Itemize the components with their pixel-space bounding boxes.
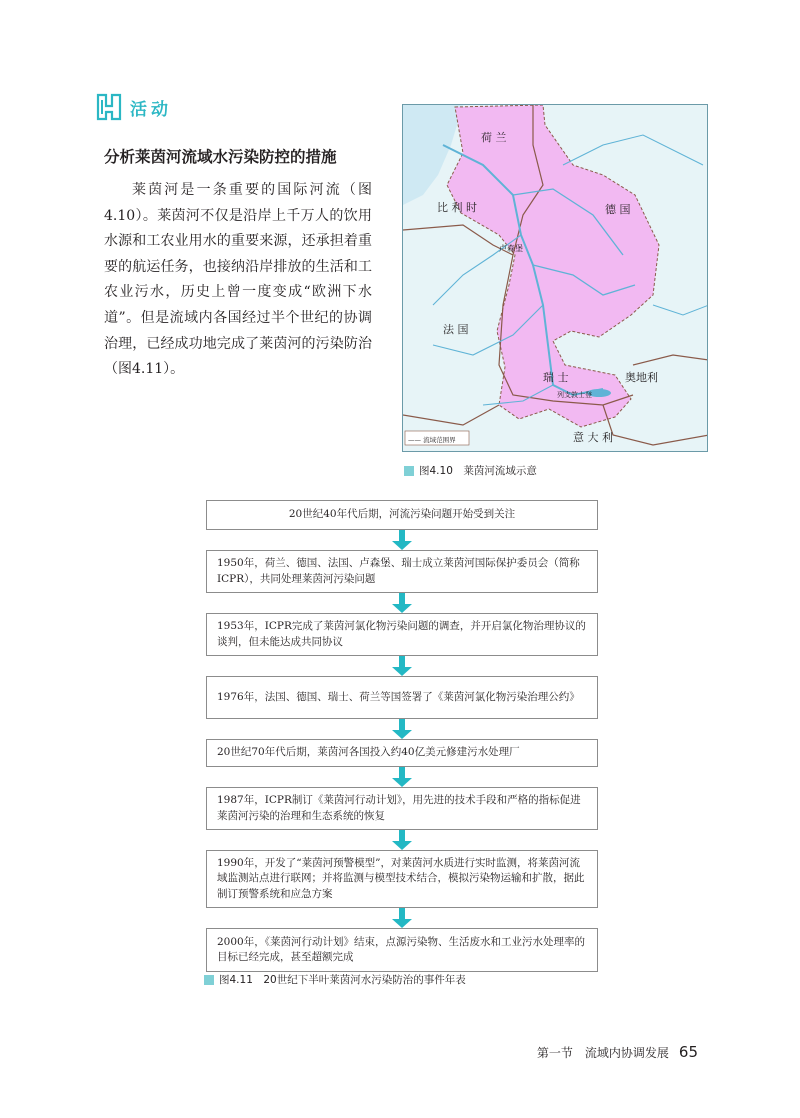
timeline-item: 1953年，ICPR完成了莱茵河氯化物污染问题的调查，并开启氯化物治理协议的谈判，但未能达成共同协议 [206, 613, 598, 656]
label-austria: 奥地利 [625, 371, 658, 384]
map-caption [404, 463, 537, 478]
timeline-item: 1987年，ICPR制订《莱茵河行动计划》，用先进的技术手段和严格的指标促进莱茵河污染的治理和生态系统的恢复 [206, 787, 598, 830]
label-germany: 德 国 [605, 203, 631, 216]
label-netherlands: 荷 兰 [481, 131, 507, 144]
down-arrow-icon [206, 593, 598, 613]
caption-swatch [404, 466, 414, 476]
label-italy: 意 大 利 [573, 431, 613, 444]
map-caption-text: 图4.10 莱茵河流域示意 [419, 465, 537, 477]
map-legend: —— 流域范围界 [408, 436, 456, 444]
timeline-item: 20世纪40年代后期，河流污染问题开始受到关注 [206, 500, 598, 530]
page-number: 65 [678, 1043, 698, 1061]
timeline-item: 1990年，开发了“莱茵河预警模型”，对莱茵河水质进行实时监测，将莱茵河流域监测站点进行联网；并将监测与模型技术结合，模拟污染物运输和扩散，据此制订预警系统和应急方案 [206, 850, 598, 908]
down-arrow-icon [206, 656, 598, 676]
section-title: 分析莱茵河流域水污染防控的措施 [104, 148, 337, 166]
timeline-item: 20世纪70年代后期，莱茵河各国投入约40亿美元修建污水处理厂 [206, 739, 598, 767]
label-belgium: 比 利 时 [437, 201, 477, 214]
down-arrow-icon [206, 530, 598, 550]
timeline-caption-text: 图4.11 20世纪下半叶莱茵河水污染防治的事件年表 [219, 974, 466, 986]
down-arrow-icon [206, 908, 598, 928]
down-arrow-icon [206, 719, 598, 739]
rhine-basin-map [402, 104, 708, 452]
label-france: 法 国 [443, 323, 469, 336]
label-liechtenstein: 列支敦士登 [557, 391, 592, 399]
footer-section: 第一节 流域内协调发展 [536, 1046, 669, 1060]
activity-icon [94, 92, 124, 122]
activity-title: 活动 [130, 99, 172, 120]
page-footer [537, 1043, 698, 1061]
timeline-item: 2000年，《莱茵河行动计划》结束，点源污染物、生活废水和工业污水处理率的目标已经完成，甚至超额完成 [206, 928, 598, 972]
label-switzerland: 瑞 士 [543, 371, 569, 384]
timeline [206, 500, 598, 972]
down-arrow-icon [206, 830, 598, 850]
activity-header [94, 92, 172, 122]
body-paragraph: 莱茵河是一条重要的国际河流（图4.10）。莱茵河不仅是沿岸上千万人的饮用水源和工农业用水的重要来源，还承担着重要的航运任务，也接纳沿岸排放的生活和工农业污水，历史上曾一度变成“欧洲下水道”。但是流域内各国经过半个世纪的协调治理，已经成功地完成了莱茵河的污染防治（图4.11）。 [104, 182, 372, 378]
label-luxembourg: 卢森堡 [499, 244, 523, 253]
timeline-caption [204, 972, 466, 987]
timeline-item: 1950年，荷兰、德国、法国、卢森堡、瑞士成立莱茵河国际保护委员会（简称ICPR），共同处理莱茵河污染问题 [206, 550, 598, 593]
caption-swatch [204, 975, 214, 985]
down-arrow-icon [206, 767, 598, 787]
timeline-item: 1976年，法国、德国、瑞士、荷兰等国签署了《莱茵河氯化物污染治理公约》 [206, 676, 598, 719]
